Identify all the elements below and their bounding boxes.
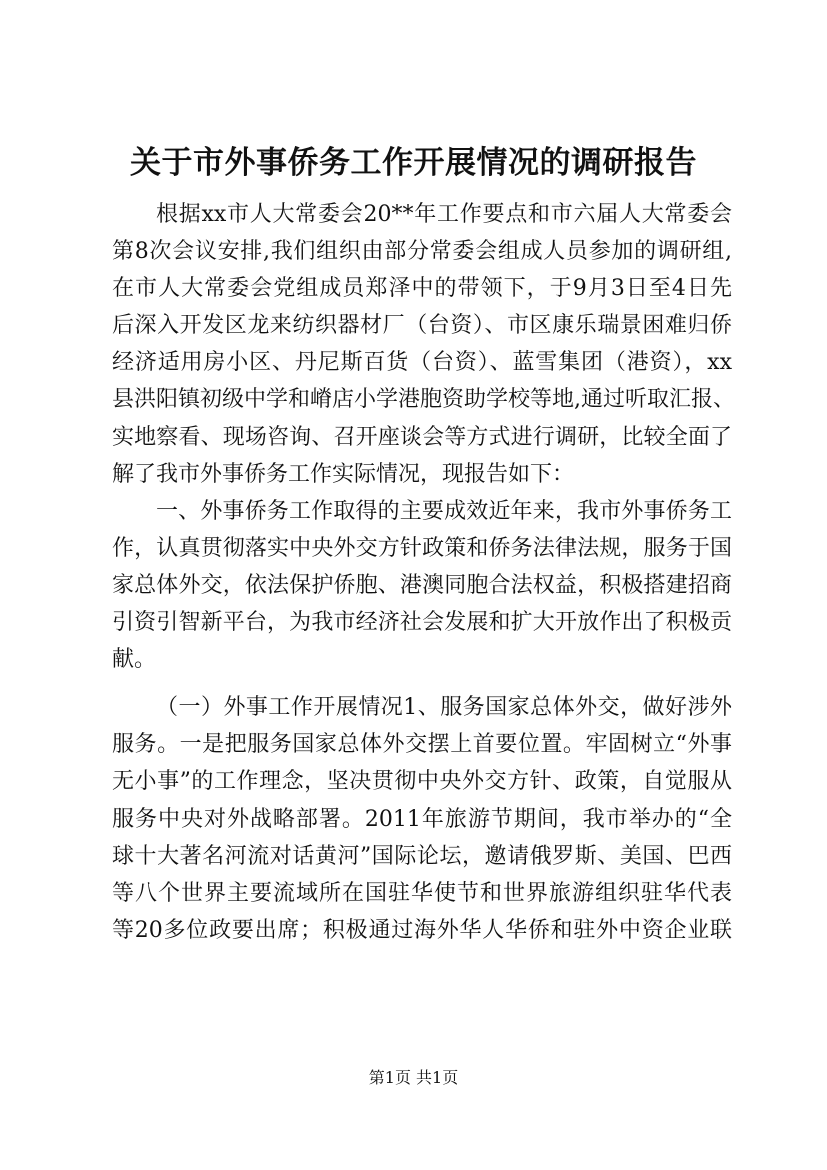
paragraph-line: 服务。一是把服务国家总体外交摆上首要位置。牢固树立“外事	[112, 732, 732, 758]
page-footer: 第1页 共1页	[368, 1068, 459, 1087]
paragraph-1	[112, 196, 735, 493]
document-title: 关于市外事侨务工作开展情况的调研报告	[130, 145, 697, 181]
paragraph-line: 实地察看、现场咨询、召开座谈会等方式进行调研，比较全面了	[112, 424, 732, 450]
paragraph-gap	[112, 678, 732, 689]
paragraph-line: 根据xx市人大常委会20**年工作要点和市六届人大常委会	[156, 202, 732, 227]
paragraph-2	[112, 493, 732, 678]
paragraph-line: 解了我市外事侨务工作实际情况，现报告如下：	[112, 461, 575, 487]
paragraph-line: 一、外事侨务工作取得的主要成效近年来，我市外事侨务工	[156, 498, 732, 524]
paragraph-line: 等20多位政要出席；积极通过海外华人华侨和驻外中资企业联	[112, 917, 732, 943]
paragraph-line: 引资引智新平台，为我市经济社会发展和扩大开放作出了积极贡	[112, 610, 732, 636]
paragraph-line: 献。	[112, 647, 157, 673]
paragraph-line: 经济适用房小区、丹尼斯百货（台资）、蓝雪集团（港资），xx	[112, 350, 732, 376]
paragraph-line: 无小事”的工作理念，坚决贯彻中央外交方针、政策，自觉服从	[112, 769, 732, 795]
paragraph-3	[112, 689, 732, 949]
paragraph-line: 后深入开发区龙来纺织器材厂（台资）、市区康乐瑞景困难归侨	[112, 313, 732, 339]
paragraph-line: 球十大著名河流对话黄河”国际论坛，邀请俄罗斯、美国、巴西	[112, 843, 732, 869]
paragraph-line: 服务中央对外战略部署。2011年旅游节期间，我市举办的“全	[112, 806, 732, 832]
paragraph-line: 等八个世界主要流域所在国驻华使节和世界旅游组织驻华代表	[112, 880, 732, 906]
paragraph-line: （一）外事工作开展情况1、服务国家总体外交，做好涉外	[156, 695, 732, 721]
paragraph-line: 家总体外交，依法保护侨胞、港澳同胞合法权益，积极搭建招商	[112, 572, 732, 598]
document-body	[112, 196, 735, 949]
paragraph-line: 作，认真贯彻落实中央外交方针政策和侨务法律法规，服务于国	[112, 535, 732, 561]
paragraph-line: 第8次会议安排,我们组织由部分常委会组成人员参加的调研组,	[112, 239, 732, 265]
paragraph-line: 在市人大常委会党组成员郑泽中的带领下，于9月3日至4日先	[112, 276, 732, 302]
paragraph-line: 县洪阳镇初级中学和嵴店小学港胞资助学校等地,通过听取汇报、	[112, 387, 735, 413]
